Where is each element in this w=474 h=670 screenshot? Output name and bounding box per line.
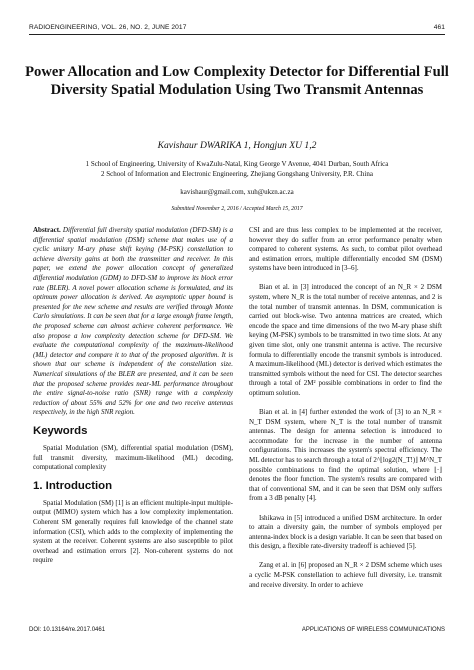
paper-title: Power Allocation and Low Complexity Detector for Differential Full Diversity Spatial Modulation Using Two Transmit Antennas: [25, 64, 449, 98]
paragraph: Zang et al. in [6] proposed an N_R × 2 DSM scheme which uses a cyclic M-PSK constellation to achieve full diversity, i.e. transmit and receive diversity. In order to achieve: [249, 561, 442, 589]
paragraph: Bian et al. in [4] further extended the work of [3] to an N_R × N_T DSM system, where N_T is the total number of transmit antennas. The design for antenna selection is introduced to accommodate for the increase in the number of antenna configurations. This increases the system's spectral efficiency. The ML detector has to search through a total of 2^⌊log2(N_T!)⌋ M^N_T possible combinations to find the optimal solution, where ⌊·⌋ denotes the floor function. The system's results are compared with that of conventional SM, and it can be seen that DSM only suffers from a 3 dB penalty [4].: [249, 408, 442, 503]
author-emails: kavishaur@gmail.com, xuh@ukzn.ac.za: [180, 188, 294, 196]
abstract: [33, 226, 233, 418]
affiliation-2: 2 School of Information and Electronic Engineering, Zhejiang Gongshang University, P.R. China: [101, 169, 373, 178]
journal-citation: RADIOENGINEERING, VOL. 26, NO. 2, JUNE 2017: [29, 24, 187, 31]
abstract-label: Abstract.: [33, 226, 61, 234]
submission-dates: Submitted November 2, 2016 / Accepted March 15, 2017: [171, 206, 303, 212]
running-header: [29, 20, 445, 35]
affiliation-1: 1 School of Engineering, University of KwaZulu-Natal, King George V Avenue, 4041 Durban, South Africa: [85, 160, 389, 168]
introduction-heading: 1. Introduction: [33, 480, 113, 493]
keywords-text: Spatial Modulation (SM), differential spatial modulation (DSM), full transmit diversity, maximum-likelihood (ML) decoding, computational complexity: [33, 443, 233, 472]
right-column: [249, 226, 442, 600]
left-column: [33, 226, 233, 576]
paragraph: CSI and are thus less complex to be implemented at the receiver, however they do suffer from an error performance penalty when compared to coherent systems. As such, to combat pilot overhead and estimation errors, multiple differentially encoded SM (DSM) systems have been introduced in [3–6].: [249, 226, 442, 273]
author-list: Kavishaur DWARIKA 1, Hongjun XU 1,2: [157, 140, 317, 151]
section-name: APPLICATIONS OF WIRELESS COMMUNICATIONS: [301, 627, 445, 633]
doi: DOI: 10.13164/re.2017.0461: [29, 627, 106, 633]
abstract-text: Differential full diversity spatial modulation (DFD-SM) is a differential spatial modulation (DSM) scheme that makes use of a cyclic unitary M-ary phase shift keying (M-PSK) constellation to achieve diversity gains at both the transmitter and receiver. In this paper, we extend the power allocation concept of generalized differential modulation (GDM) to DFD-SM to improve its block error rate (BLER). A novel power allocation scheme is formulated, and its optimum power allocation is derived. An asymptotic upper bound is presented for the new scheme and results are verified through Monte Carlo simulations. It can be seen that for a large enough frame length, the proposed scheme can almost achieve coherent performance. We also propose a low complexity detection scheme for DFD-SM. We evaluate the computational complexity of the maximum-likelihood (ML) detector and compare it to that of the proposed algorithm. It is shown that our scheme is independent of the constellation size. Numerical simulations of the BLER are presented, and it can be seen that the proposed scheme provides near-ML performance throughout the entire signal-to-noise ratio (SNR) range with a complexity reduction of about 55% and 52% for one and two receive antennas respectively, in the high SNR region.: [33, 226, 234, 417]
running-footer: [29, 627, 445, 637]
page-number: 461: [433, 24, 445, 31]
paragraph: Ishikawa in [5] introduced a unified DSM architecture. In order to attain a diversity gain, the number of symbols employed per antenna-index block is a design variable. It can be seen that based on this design, a flexible rate-diversity tradeoff is achieved [5].: [249, 513, 443, 551]
affiliations: [30, 160, 444, 179]
paragraph: Bian et al. in [3] introduced the concept of an N_R × 2 DSM system, where N_R is the total number of receive antennas, and 2 is the total number of transmit antennas. In DSM, communication is carried out block-wise. Two antenna matrices are created, which encode the space and time dimensions of the two M-ary phase shift keying (M-PSK) symbols to be transmitted in two time slots. At any given time slot, only one transmit antenna is active. The recursive formula to differentially encode the transmit symbols is introduced. A maximum-likelihood (ML) detector is derived which estimates the transmitted symbols without the need for CSI. The detector searches through a total of 2M² possible combinations in order to find the optimum solution.: [249, 283, 442, 397]
keywords-heading: Keywords: [33, 425, 88, 438]
introduction-paragraph: Spatial Modulation (SM) [1] is an efficient multiple-input multiple-output (MIMO) system which has a low complexity implementation. Coherent SM generally requires full knowledge of the channel state information (CSI), which adds to the complexity of implementing the system at the receiver. Coherent systems are also susceptible to pilot overhead and estimation errors [2]. Non-coherent systems do not require: [33, 498, 233, 565]
